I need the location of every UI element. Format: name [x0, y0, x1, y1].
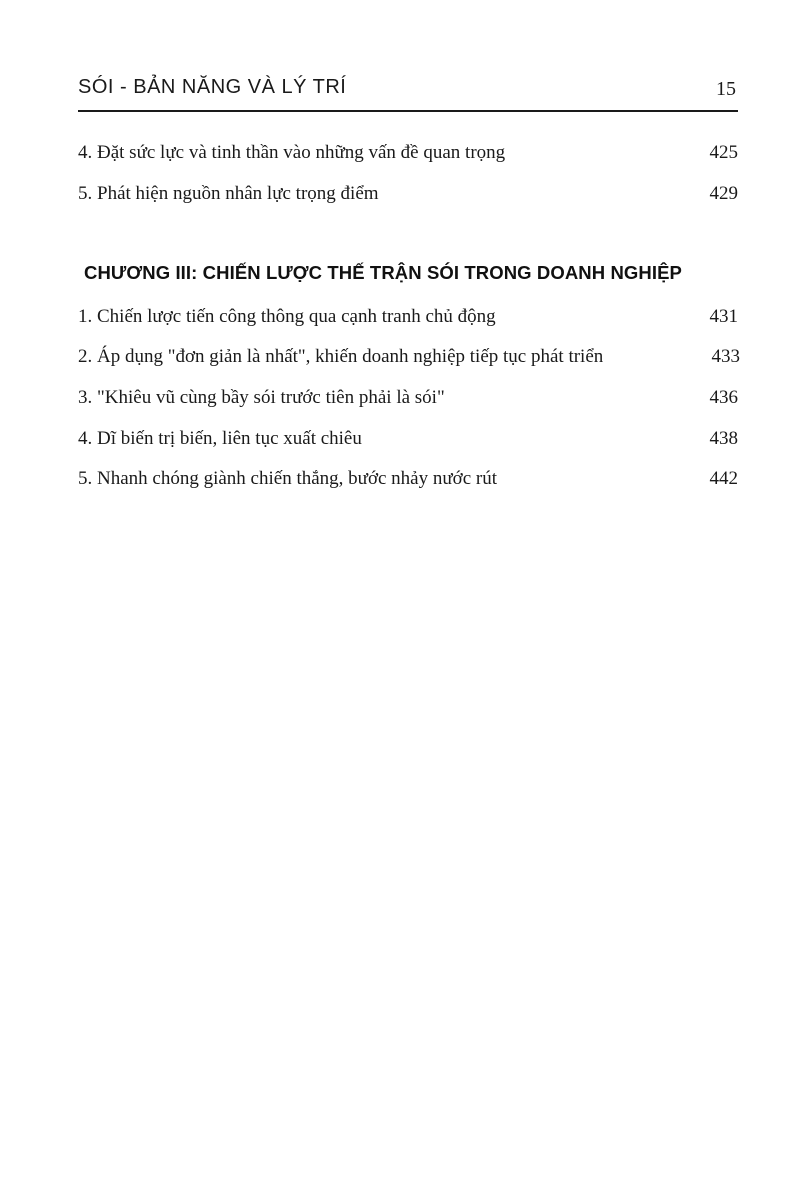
running-title: SÓI - BẢN NĂNG VÀ LÝ TRÍ	[78, 76, 347, 98]
toc-entry-title: 2. Áp dụng "đơn giản là nhất", khiến doanh nghiệp tiếp tục phát triển	[78, 346, 604, 367]
toc-entry-page: 429	[709, 183, 738, 204]
toc-entry-page: 442	[709, 468, 738, 489]
toc-entry	[78, 428, 738, 454]
toc-entry	[78, 468, 738, 494]
toc-entry-page: 433	[711, 346, 740, 367]
toc-entry-page: 438	[709, 428, 738, 449]
running-header	[78, 76, 736, 104]
chapter-heading: CHƯƠNG III: CHIẾN LƯỢC THẾ TRẬN SÓI TRONG DOANH NGHIỆP	[84, 262, 682, 283]
toc-entry-title: 3. "Khiêu vũ cùng bầy sói trước tiên phải là sói"	[78, 387, 445, 408]
toc-entry-title: 5. Nhanh chóng giành chiến thắng, bước nhảy nước rút	[78, 468, 498, 489]
page-number: 15	[716, 78, 736, 100]
toc-entry	[78, 346, 740, 372]
toc-entry-page: 431	[709, 306, 738, 327]
toc-entry-title: 1. Chiến lược tiến công thông qua cạnh tranh chủ động	[78, 306, 496, 327]
toc-entry-title: 5. Phát hiện nguồn nhân lực trọng điểm	[78, 183, 379, 204]
toc-entry-page: 436	[709, 387, 738, 408]
header-rule	[78, 110, 738, 112]
toc-entry	[78, 183, 738, 209]
toc-entry-page: 425	[709, 142, 738, 163]
toc-entry	[78, 387, 738, 413]
toc-entry-title: 4. Dĩ biến trị biến, liên tục xuất chiêu	[78, 428, 362, 449]
toc-entry-title: 4. Đặt sức lực và tinh thần vào những vấn đề quan trọng	[78, 142, 506, 163]
toc-entry	[78, 306, 738, 332]
toc-entry	[78, 142, 738, 168]
